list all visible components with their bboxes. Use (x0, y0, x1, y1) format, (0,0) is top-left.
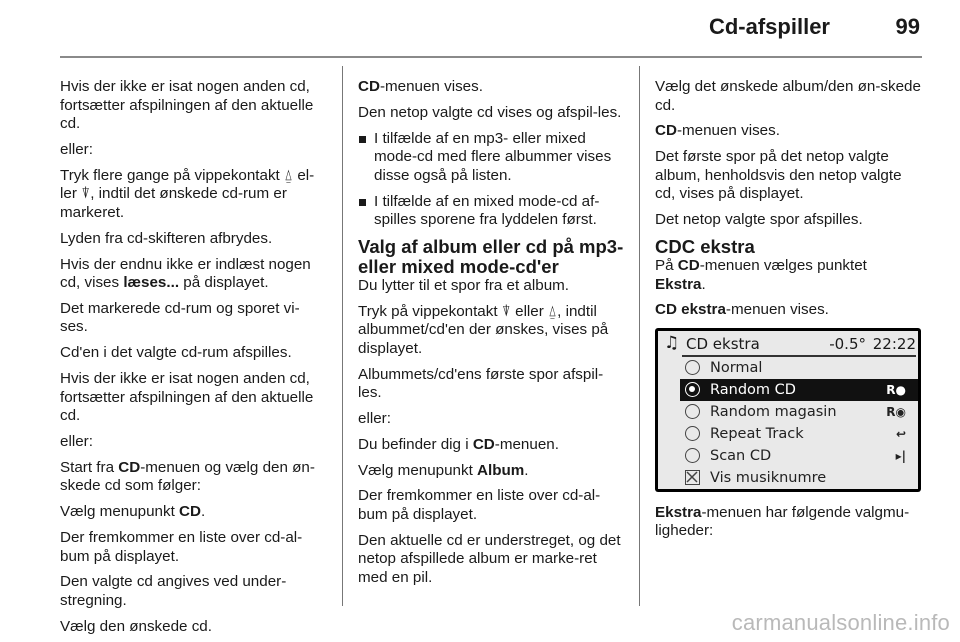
display-screenshot (655, 328, 921, 492)
option-label: Repeat Track (710, 425, 804, 442)
paragraph: Du lytter til et spor fra et album. (358, 276, 570, 294)
bullet-item: I tilfælde af en mp3- eller mixed mode-cd med flere albummer vises disse også på listen. (358, 130, 624, 186)
bullet-item: I tilfælde af en mixed mode-cd af-spilles sporene fra lyddelen først. (358, 193, 624, 230)
radio-empty-icon (685, 448, 700, 463)
text: . (701, 275, 706, 293)
page-number: 99 (895, 14, 920, 39)
radio-empty-icon (685, 426, 700, 441)
text: . (524, 461, 529, 479)
paragraph: Det netop valgte spor afspilles. (655, 211, 863, 229)
paragraph: Tryk flere gange på vippekontakt ⍙ el-ler ⍒, indtil det ønskede cd-rum er markeret. (60, 166, 315, 221)
checkbox-checked-icon (685, 470, 700, 485)
menu-name: Ekstra (655, 503, 702, 521)
option-label: Random magasin (710, 403, 837, 420)
paragraph: Vælg den ønskede cd. (60, 617, 212, 635)
random-magazine-icon: R◉ (886, 404, 906, 419)
option-label: Scan CD (710, 447, 772, 464)
paragraph: Vælg det ønskede album/den øn-skede cd. (655, 78, 921, 114)
paragraph: Den valgte cd angives ved under-stregning. (60, 573, 287, 609)
random-cd-icon: R● (886, 382, 906, 397)
display-text: læses... (123, 274, 180, 292)
text: Hvis der endnu ikke er indlæst nogen cd, vises (60, 255, 311, 292)
option-label: Normal (710, 359, 763, 376)
section-heading: CDC ekstra (655, 235, 755, 257)
column-divider (342, 66, 343, 606)
menu-option-vis-musiknumre[interactable] (680, 467, 918, 489)
text: Start fra (60, 458, 119, 476)
menu-name: CD (655, 122, 677, 140)
paragraph (655, 504, 921, 541)
menu-name: CD (358, 78, 380, 95)
option-label: Vis musiknumre (710, 469, 827, 486)
menu-name: CD ekstra (655, 301, 726, 319)
paragraph: eller: (358, 410, 391, 428)
scan-icon: ▸| (895, 448, 906, 463)
watermark: carmanualsonline.info (731, 610, 950, 635)
paragraph (60, 256, 326, 293)
column-3 (655, 78, 921, 548)
display-screen (658, 331, 918, 489)
text: Vælg menupunkt (358, 461, 478, 479)
paragraph: Det markerede cd-rum og sporet vi-ses. (60, 299, 300, 336)
text: -menuen vælges punktet (699, 256, 867, 274)
paragraph (60, 503, 326, 522)
column-2 (358, 78, 624, 595)
display-title-bar (658, 333, 918, 355)
display-title: CD ekstra (686, 334, 760, 353)
menu-name: CD (118, 458, 141, 476)
paragraph: Albummets/cd'ens første spor afspil-les. (358, 365, 604, 402)
menu-name: CD (677, 256, 700, 274)
clock-readout: 22:22 (872, 334, 916, 353)
paragraph (358, 462, 624, 481)
text: På (655, 256, 678, 274)
menu-option-scan-cd[interactable] (680, 445, 918, 467)
text: Vælg menupunkt (60, 503, 180, 521)
section-heading: Valg af album eller cd på mp3-eller mixed mode-cd'er (358, 235, 624, 277)
section-title: Cd-afspiller (708, 14, 830, 39)
paragraph: Lyden fra cd-skifteren afbrydes. (60, 229, 273, 247)
repeat-icon: ↩ (895, 426, 906, 441)
temperature-readout: -0.5° (829, 334, 866, 353)
menu-item-name: Album (477, 461, 525, 479)
paragraph (60, 459, 326, 496)
paragraph (655, 301, 921, 320)
checkbox-cross-icon (686, 471, 698, 483)
text: -menuen og vælg den øn-skede cd som følger: (60, 458, 315, 495)
paragraph (358, 436, 624, 455)
text: . (200, 503, 206, 521)
paragraph: Der fremkommer en liste over cd-al-bum på displayet. (60, 528, 303, 565)
header-divider (60, 56, 922, 58)
menu-option-normal[interactable] (680, 357, 918, 379)
menu-option-repeat-track[interactable] (680, 423, 918, 445)
menu-item-name: CD (179, 503, 201, 521)
radio-empty-icon (685, 404, 700, 419)
menu-option-random-magasin[interactable] (680, 401, 918, 423)
paragraph: eller: (60, 140, 93, 158)
paragraph: Cd'en i det valgte cd-rum afspilles. (60, 344, 292, 362)
radio-empty-icon (685, 360, 700, 375)
paragraph: Den aktuelle cd er understreget, og det netop afspillede album er marke-ret med en pil. (358, 531, 621, 586)
text: -menuen vises. (725, 301, 829, 319)
paragraph: Der fremkommer en liste over cd-al-bum på displayet. (358, 487, 601, 523)
text: -menuen vises. (379, 78, 483, 95)
option-label: Random CD (710, 381, 796, 398)
column-divider (639, 66, 640, 606)
music-note-icon: ♫ (664, 332, 680, 353)
text: -menuen har følgende valgmu-ligheder: (655, 503, 910, 540)
paragraph: Hvis der ikke er isat nogen anden cd, fortsætter afspilningen af den aktuelle cd. (60, 370, 314, 425)
paragraph: Det første spor på det netop valgte album, henholdsvis den netop valgte cd, vises på displayet. (655, 148, 902, 203)
paragraph: Den netop valgte cd vises og afspil-les. (358, 103, 622, 121)
text: Du befinder dig i (358, 435, 473, 453)
text: -menuen. (494, 435, 559, 453)
text: -menuen vises. (676, 122, 780, 140)
paragraph (655, 257, 921, 294)
text: på displayet. (179, 274, 269, 292)
radio-selected-icon (685, 382, 700, 397)
paragraph: eller: (60, 433, 93, 450)
menu-name: CD (472, 435, 495, 453)
paragraph: Hvis der ikke er isat nogen anden cd, fortsætter afspilningen af den aktuelle cd. (60, 78, 314, 133)
column-1 (60, 78, 326, 642)
menu-option-random-cd[interactable] (680, 379, 918, 401)
menu-item-name: Ekstra (655, 275, 702, 293)
paragraph (358, 78, 624, 97)
paragraph (655, 122, 921, 141)
paragraph: Tryk på vippekontakt ⍒ eller ⍙, indtil albummet/cd'en der ønskes, vises på displayet. (358, 302, 609, 357)
